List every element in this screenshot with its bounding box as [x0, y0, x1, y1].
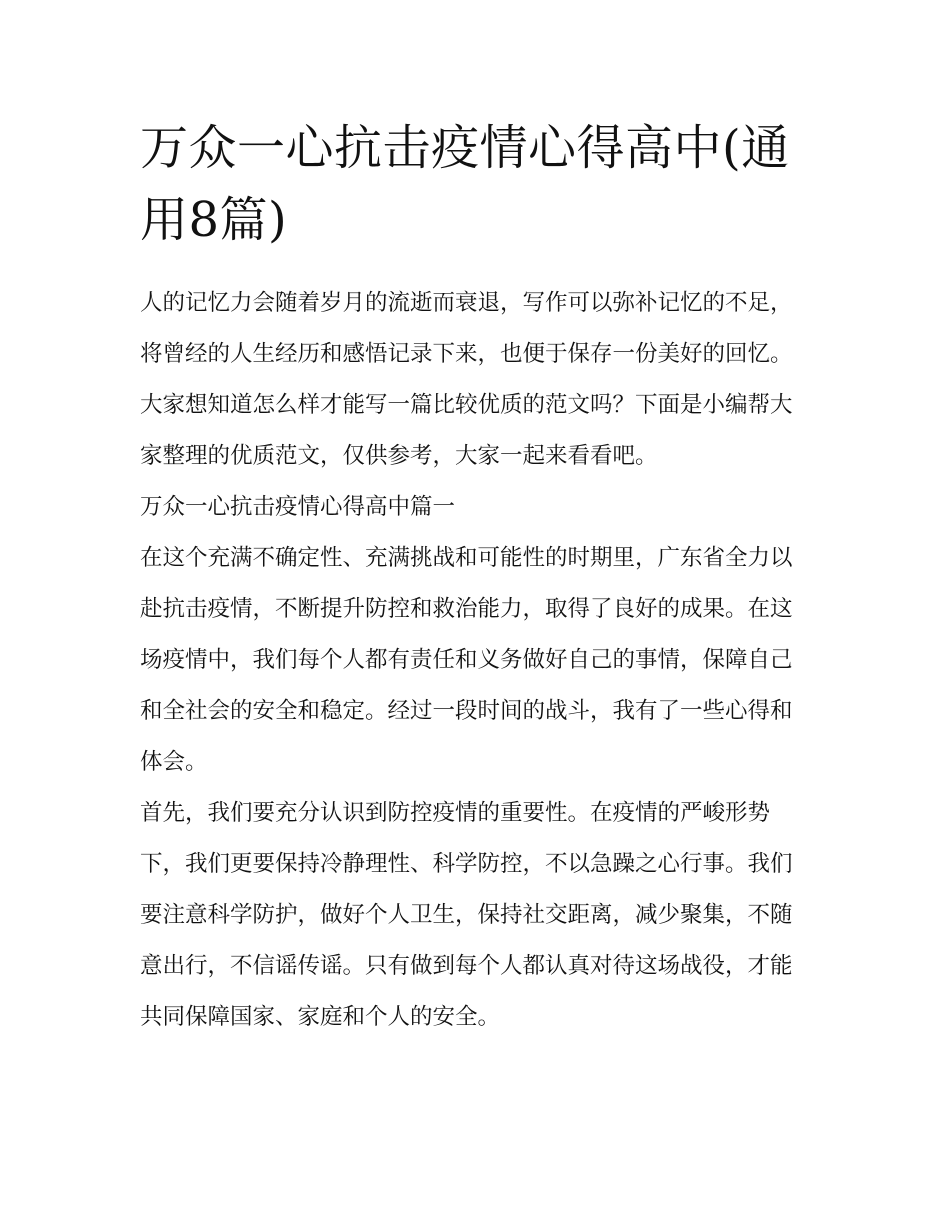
body-paragraph: 在这个充满不确定性、充满挑战和可能性的时期里，广东省全力以赴抗击疫情，不断提升防控和救治能力，取得了良好的成果。在这场疫情中，我们每个人都有责任和义务做好自己的事情，保障自己和全社会的安全和稳定。经过一段时间的战斗，我有了一些心得和体会。 — [140, 545, 793, 775]
document-page — [140, 112, 812, 1043]
intro-paragraph: 人的记忆力会随着岁月的流逝而衰退，写作可以弥补记忆的不足，将曾经的人生经历和感悟记录下来，也便于保存一份美好的回忆。大家想知道怎么样才能写一篇比较优质的范文吗？下面是小编帮大家整理的优质范文，仅供参考，大家一起来看看吧。 — [140, 290, 793, 469]
document-title: 万众一心抗击疫情心得高中(通用8篇) — [140, 120, 790, 248]
section-heading: 万众一心抗击疫情心得高中篇一 — [140, 494, 456, 520]
body-paragraph: 首先，我们要充分认识到防控疫情的重要性。在疫情的严峻形势下，我们更要保持冷静理性、科学防控，不以急躁之心行事。我们要注意科学防护，做好个人卫生，保持社交距离，减少聚集，不随意出行，不信谣传谣。只有做到每个人都认真对待这场战役，才能共同保障国家、家庭和个人的安全。 — [140, 800, 793, 1030]
